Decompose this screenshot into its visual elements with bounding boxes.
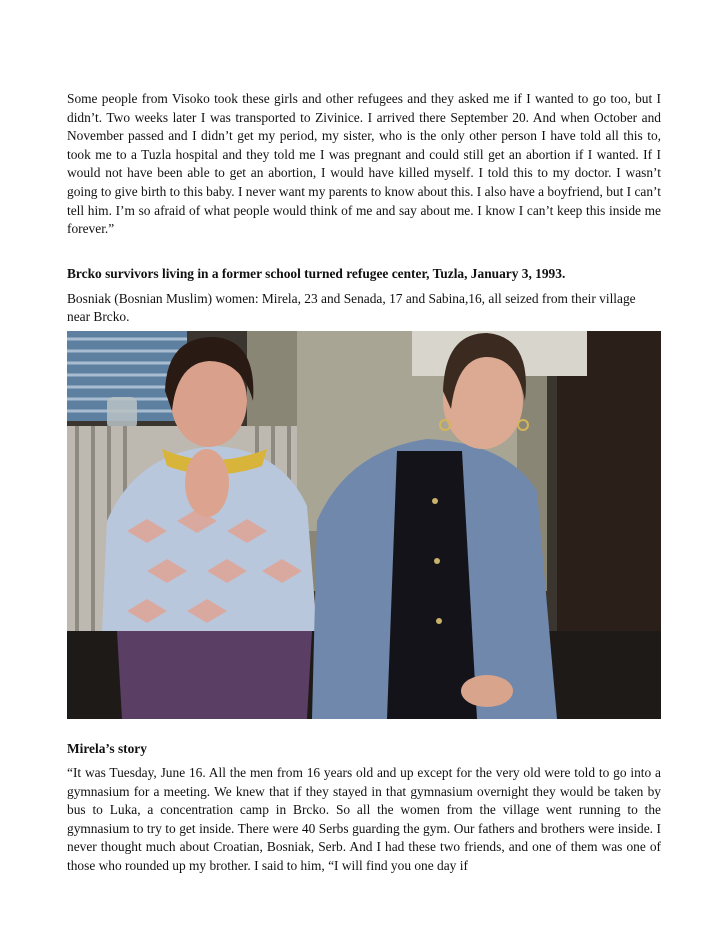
story-paragraph: “It was Tuesday, June 16. All the men from 16 years old and up except for the very old were told to go into a gymnasium for a meeting. We knew that if they stayed in that gymnasium overnight they would be taken by bus to Luka, a concentration camp in Brcko. So all the women from the village went running to the gymnasium to try to get inside. There were 40 Serbs guarding the gym. Our fathers and brothers were inside. I never thought much about Croatian, Bosniak, Serb. And I had these two friends, and one of them was one of those who rounded up my brother. I said to him, “I will find you one day if [67,765,661,873]
intro-paragraph: Some people from Visoko took these girls and other refugees and they asked me if I wanted to go too, but I didn’t. Two weeks later I was transported to Zivinice. I arrived there September 20. And when October and November passed and I didn’t get my period, my sister, who is the only other person I have told all this to, took me to a Tuzla hospital and they told me I was pregnant and could still get an abortion if I wanted. If I would not have been able to get an abortion, I would have killed myself. I told this to my doctor. I wasn’t going to give birth to this baby. I never want my parents to know about this. I also have a boyfriend, but I can’t tell him. I’m so afraid of what people would think of me and say about me. I know I can’t keep this inside me forever.” [67,91,661,237]
story-title: Mirela’s story [67,741,147,756]
photo-caption-title: Brcko survivors living in a former school turned refugee center, Tuzla, January 3, 1993. [67,266,566,281]
photo-caption-body: Bosniak (Bosnian Muslim) women: Mirela, 23 and Senada, 17 and Sabina,16, all seized from their village near Brcko. [67,291,636,324]
photograph-two-women [67,331,661,719]
